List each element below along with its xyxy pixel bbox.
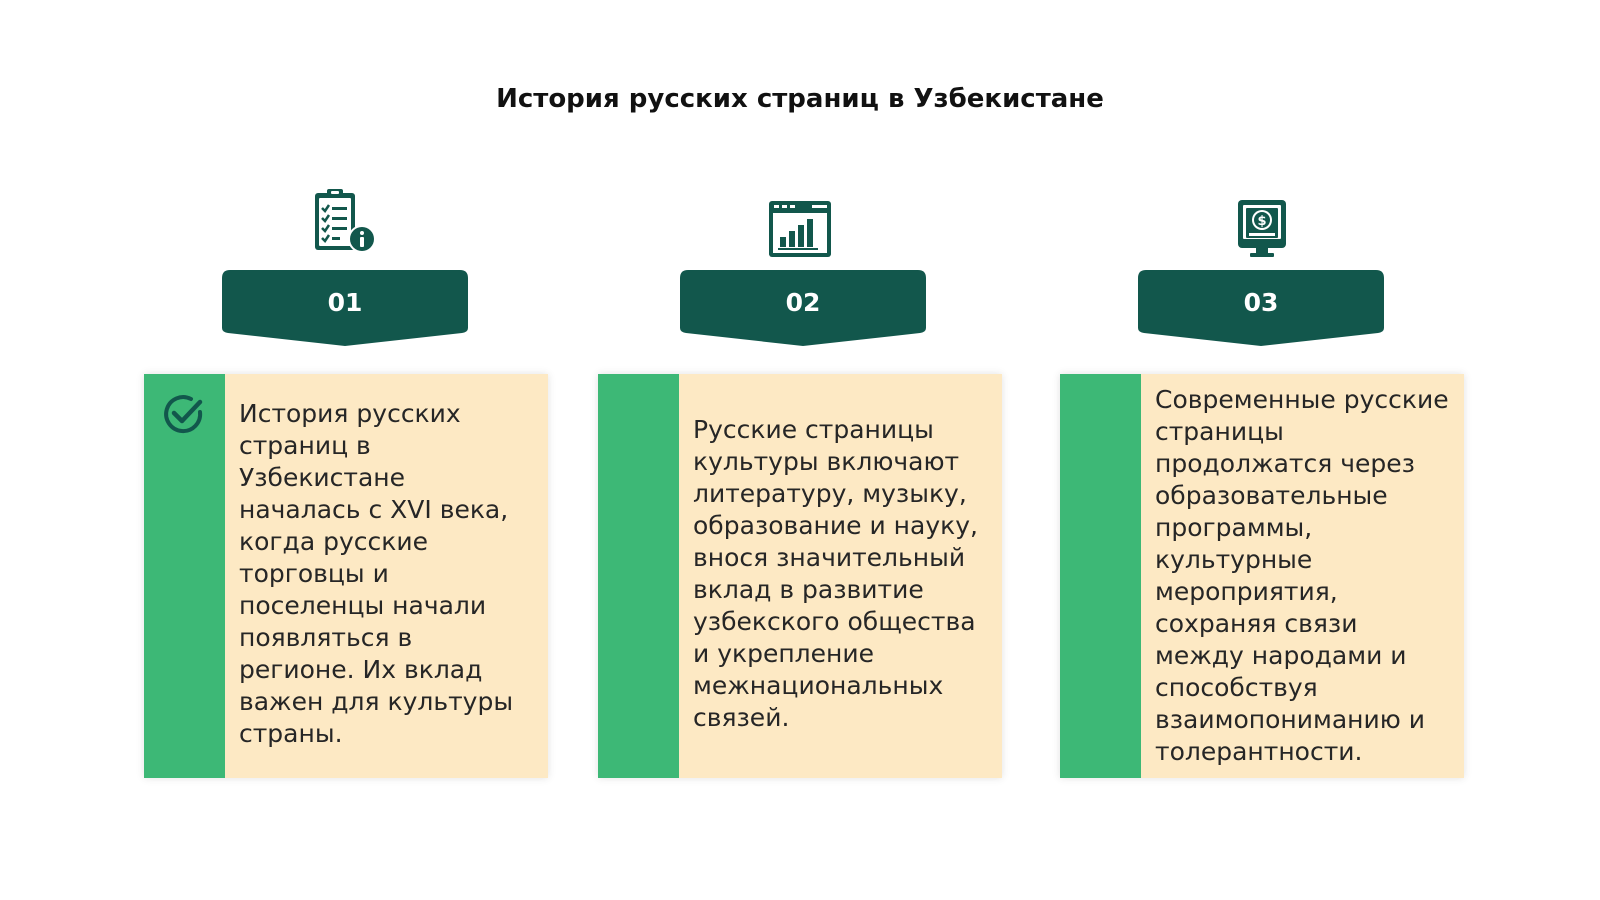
browser-bar-chart-icon <box>768 200 832 263</box>
card-accent-strip <box>598 374 679 778</box>
card-panel <box>1141 374 1464 778</box>
step-card-02 <box>598 374 1002 778</box>
card-text: История русских страниц в Узбекистане началась с XVI века, когда русские торговцы и поселенцы начали появляться в регионе. Их вклад важен для культуры страны. <box>239 399 514 748</box>
svg-text:$: $ <box>1257 214 1267 229</box>
card-accent-strip <box>144 374 225 778</box>
step-badge-03 <box>1138 270 1384 346</box>
monitor-dollar-icon <box>1236 198 1288 263</box>
card-text: Русские страницы культуры включают литературу, музыку, образование и науку, внося значительный вклад в развитие узбекского общества и укрепление межнациональных связей. <box>693 415 978 732</box>
clipboard-checklist-info-icon <box>312 188 380 261</box>
step-card-01 <box>144 374 548 778</box>
step-number: 01 <box>327 288 363 317</box>
page-title: История русских страниц в Узбекистане <box>496 84 1104 114</box>
step-card-03 <box>1060 374 1464 778</box>
step-badge-02 <box>680 270 926 346</box>
card-text: Современные русские страницы продолжатся через образовательные программы, культурные мероприятия, сохраняя связи между народами и способствуя взаимопониманию и толерантности. <box>1155 385 1449 766</box>
check-circle-icon <box>162 392 206 441</box>
card-panel <box>225 374 548 778</box>
step-number: 02 <box>785 288 821 317</box>
step-number: 03 <box>1243 288 1279 317</box>
card-panel <box>679 374 1002 778</box>
card-accent-strip <box>1060 374 1141 778</box>
step-badge-01 <box>222 270 468 346</box>
